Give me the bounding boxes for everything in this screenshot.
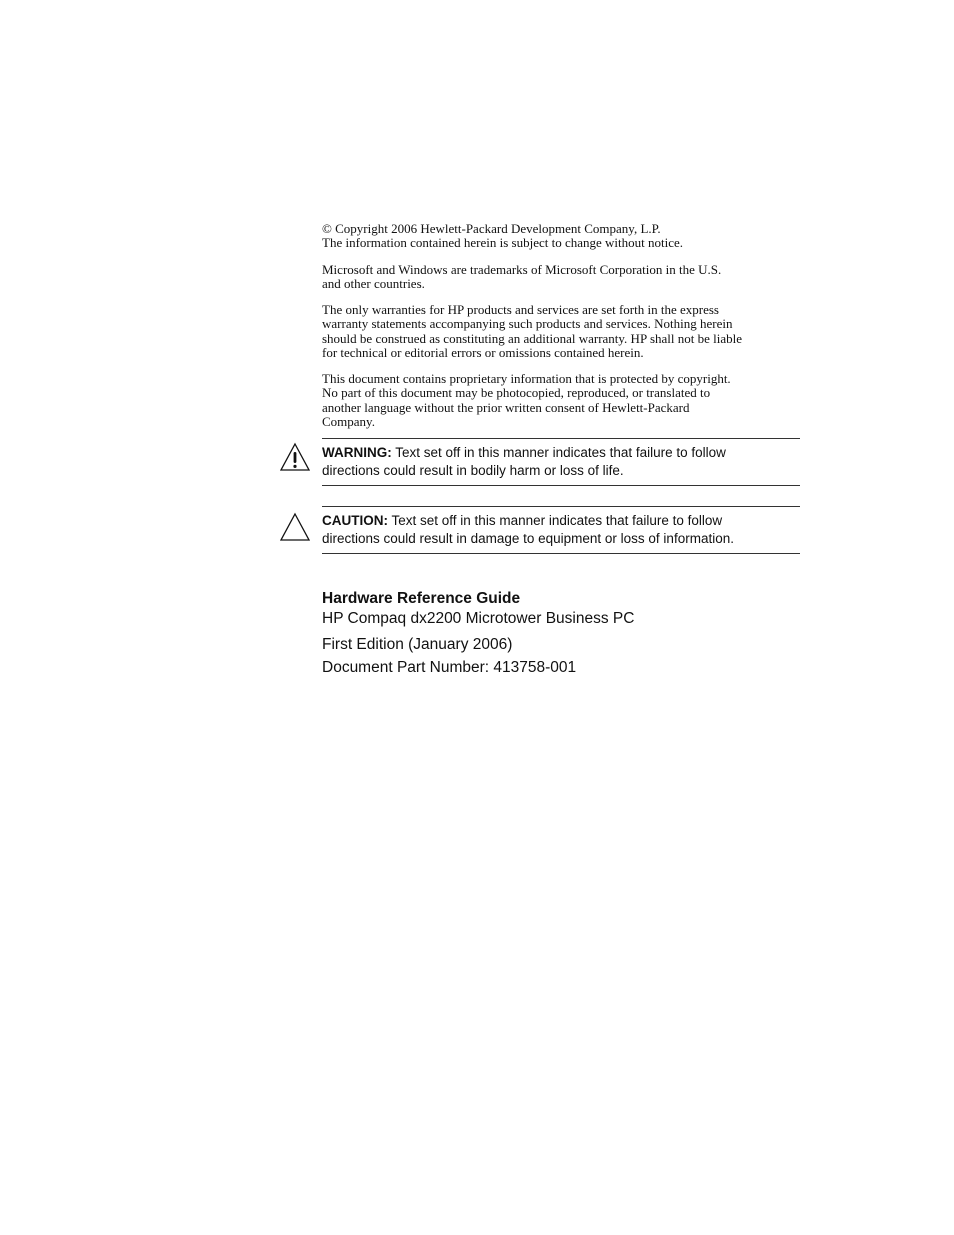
proprietary-line-1: This document contains proprietary information that is protected by copyright. <box>322 371 731 386</box>
caution-text-2: directions could result in damage to equipment or loss of information. <box>322 530 734 546</box>
caution-notice <box>322 506 800 554</box>
warranty-line-2: warranty statements accompanying such products and services. Nothing herein <box>322 316 733 332</box>
caution-line-1 <box>322 512 800 530</box>
warranty-line-3: should be construed as constituting an additional warranty. HP shall not be liable <box>322 330 743 346</box>
warning-triangle-exclamation-icon <box>279 442 311 472</box>
trademark-line-2: and other countries. <box>322 276 425 292</box>
document-part-number: Document Part Number: 413758-001 <box>322 659 577 676</box>
warning-label: WARNING: <box>322 445 392 460</box>
edition-info: First Edition (January 2006) <box>322 636 513 653</box>
warranty-line-4: for technical or editorial errors or omissions contained herein. <box>322 344 644 360</box>
change-notice-line: The information contained herein is subject to change without notice. <box>322 235 684 251</box>
proprietary-notice <box>322 372 792 429</box>
copyright-notice <box>322 222 792 251</box>
trademark-line-1: Microsoft and Windows are trademarks of Microsoft Corporation in the U.S. <box>322 262 722 277</box>
warning-notice <box>322 438 800 486</box>
warranty-notice <box>322 303 792 360</box>
copyright-line: © Copyright 2006 Hewlett-Packard Development Company, L.P. <box>322 221 661 236</box>
caution-label: CAUTION: <box>322 513 388 528</box>
warning-text-1: Text set off in this manner indicates that failure to follow <box>395 445 726 460</box>
warning-line-1 <box>322 444 800 462</box>
proprietary-line-4: Company. <box>322 413 375 429</box>
proprietary-line-3: another language without the prior written consent of Hewlett-Packard <box>322 399 690 415</box>
product-name: HP Compaq dx2200 Microtower Business PC <box>322 610 635 627</box>
caution-text-1: Text set off in this manner indicates that failure to follow <box>391 513 723 528</box>
trademark-notice <box>322 263 792 292</box>
proprietary-line-2: No part of this document may be photocopied, reproduced, or translated to <box>322 385 711 401</box>
warning-text-2: directions could result in bodily harm or loss of life. <box>322 462 624 478</box>
caution-triangle-icon <box>279 512 311 542</box>
warranty-line-1: The only warranties for HP products and services are set forth in the express <box>322 302 719 317</box>
guide-title: Hardware Reference Guide <box>322 590 521 607</box>
